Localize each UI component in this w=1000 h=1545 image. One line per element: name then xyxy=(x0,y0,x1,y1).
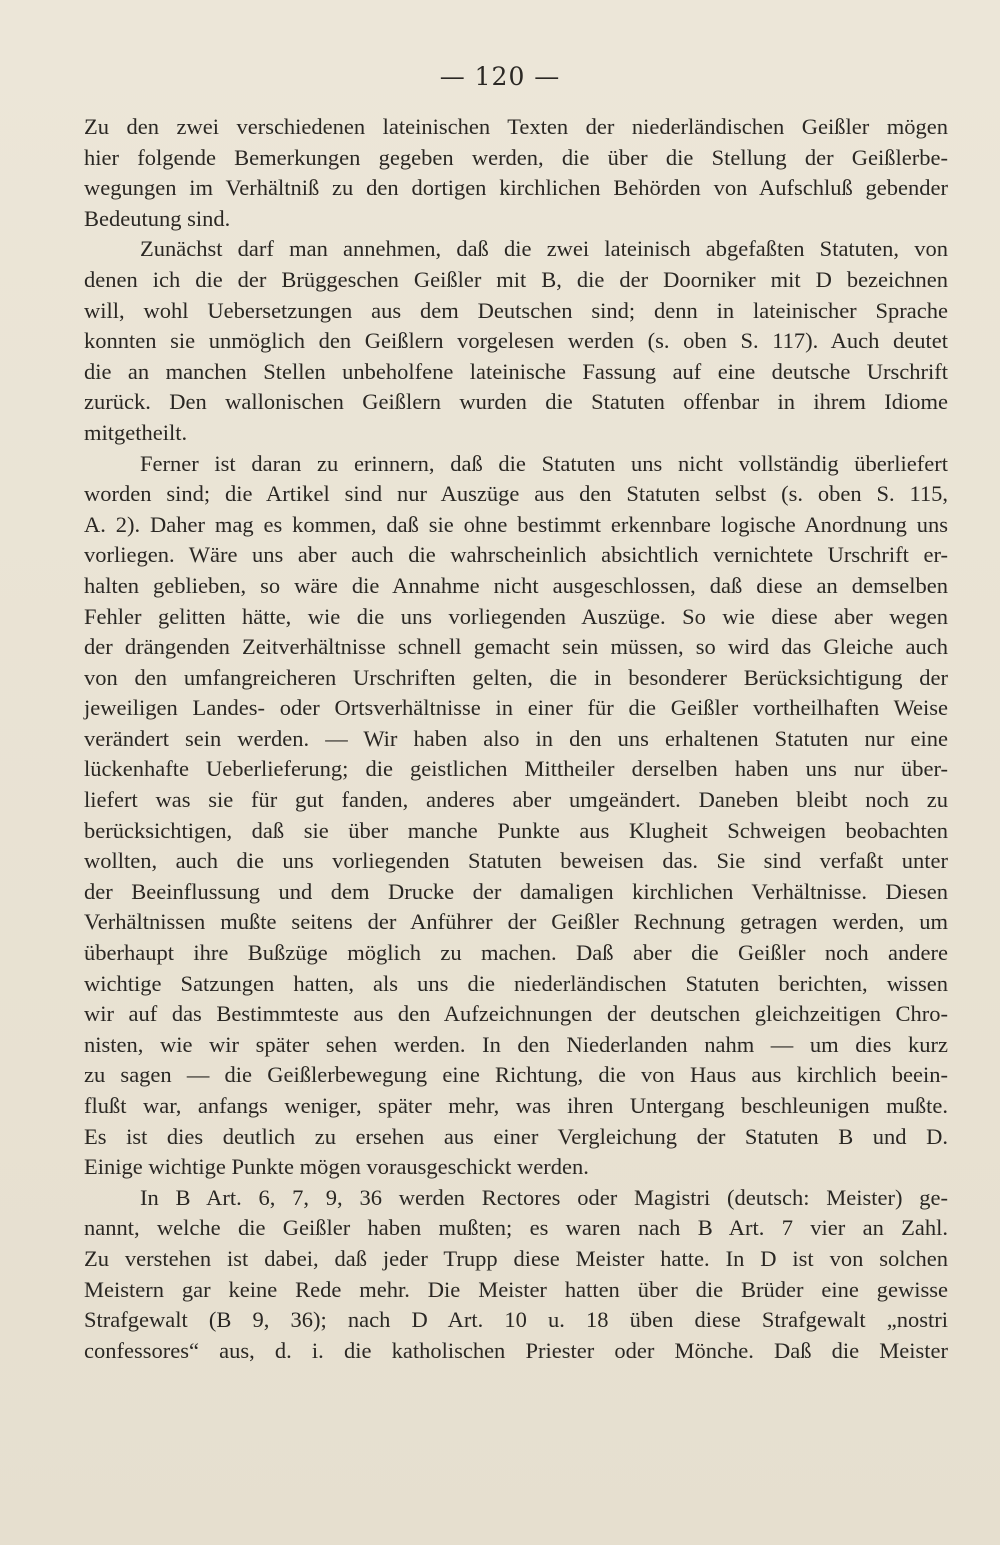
text-line: nisten, wie wir später sehen werden. In den Niederlanden nahm — um dies kurz xyxy=(84,1031,948,1057)
text-line: von den umfangreicheren Urschriften gelten, die in besonderer Berücksichtigung der xyxy=(84,664,948,690)
text-line: halten geblieben, so wäre die Annahme nicht ausgeschlossen, daß diese an demselben xyxy=(84,572,948,598)
page-number: — 120 — xyxy=(439,62,561,91)
text-line: Zu den zwei verschiedenen lateinischen Texten der niederländischen Geißler mögen xyxy=(84,114,948,139)
text-line: worden sind; die Artikel sind nur Auszüge aus den Statuten selbst (s. oben S. 115, xyxy=(84,481,948,507)
text-line: wollten, auch die uns vorliegenden Statuten beweisen das. Sie sind verfaßt unter xyxy=(84,848,948,874)
text-line: Es ist dies deutlich zu ersehen aus einer Vergleichung der Statuten B und D. xyxy=(84,1123,948,1149)
text-line: der Beeinflussung und dem Drucke der damaligen kirchlichen Verhältnisse. Diesen xyxy=(84,878,948,904)
text-line: Ferner ist daran zu erinnern, daß die Statuten uns nicht vollständig überliefert xyxy=(140,450,948,476)
paragraph-3 xyxy=(84,449,948,1183)
text-line: lückenhafte Ueberlieferung; die geistlichen Mittheiler derselben haben uns nur über- xyxy=(84,756,948,782)
text-line: wichtige Satzungen hatten, als uns die niederländischen Statuten berichten, wissen xyxy=(84,970,948,996)
text-line: Zu verstehen ist dabei, daß jeder Trupp diese Meister hatte. In D ist von solchen xyxy=(84,1245,948,1271)
text-line: A. 2). Daher mag es kommen, daß sie ohne bestimmt erkennbare logische Anordnung uns xyxy=(84,511,948,537)
text-line: zurück. Den wallonischen Geißlern wurden die Statuten offenbar in ihrem Idiome xyxy=(84,389,948,415)
text-line: Einige wichtige Punkte mögen vorausgeschickt werden. xyxy=(84,1154,589,1180)
paragraph-4 xyxy=(84,1183,948,1367)
text-line: der drängenden Zeitverhältnisse schnell gemacht sein müssen, so wird das Gleiche auch xyxy=(84,634,948,660)
text-line: will, wohl Uebersetzungen aus dem Deutschen sind; denn in lateinischer Sprache xyxy=(84,297,948,323)
text-line: Strafgewalt (B 9, 36); nach D Art. 10 u. 18 üben diese Strafgewalt „nostri xyxy=(84,1307,948,1333)
text-line: confessores“ aus, d. i. die katholischen Priester oder Mönche. Daß die Meister xyxy=(84,1337,948,1363)
text-line: denen ich die der Brüggeschen Geißler mit B, die der Doorniker mit D bezeichnen xyxy=(84,266,948,292)
text-line: zu sagen — die Geißlerbewegung eine Richtung, die von Haus aus kirchlich beein- xyxy=(84,1062,948,1088)
text-line: Meistern gar keine Rede mehr. Die Meister hatten über die Brüder eine gewisse xyxy=(84,1276,948,1302)
text-line: die an manchen Stellen unbeholfene lateinische Fassung auf eine deutsche Urschrift xyxy=(84,358,948,384)
text-line: liefert was sie für gut fanden, anderes aber umgeändert. Daneben bleibt noch zu xyxy=(84,787,948,813)
text-line: flußt war, anfangs weniger, später mehr, was ihren Untergang beschleunigen mußte. xyxy=(84,1093,948,1118)
text-line: vorliegen. Wäre uns aber auch die wahrscheinlich absichtlich vernichtete Urschrift er- xyxy=(84,542,948,568)
text-line: Zunächst darf man annehmen, daß die zwei lateinisch abgefaßten Statuten, von xyxy=(140,236,948,262)
text-line: berücksichtigen, daß sie über manche Punkte aus Klugheit Schweigen beobachten xyxy=(84,817,948,843)
text-line: nannt, welche die Geißler haben mußten; es waren nach B Art. 7 vier an Zahl. xyxy=(84,1215,948,1241)
text-line: hier folgende Bemerkungen gegeben werden, die über die Stellung der Geißlerbe- xyxy=(84,144,948,170)
text-line: überhaupt ihre Bußzüge möglich zu machen. Daß aber die Geißler noch andere xyxy=(84,940,948,966)
paragraph-1 xyxy=(84,112,948,234)
text-line: Bedeutung sind. xyxy=(84,205,231,231)
text-line: Verhältnissen mußte seitens der Anführer der Geißler Rechnung getragen werden, um xyxy=(84,909,948,935)
text-line: In B Art. 6, 7, 9, 36 werden Rectores oder Magistri (deutsch: Meister) ge- xyxy=(140,1184,948,1210)
text-line: jeweiligen Landes- oder Ortsverhältnisse in einer für die Geißler vortheilhaften Weise xyxy=(84,695,948,721)
text-line: verändert sein werden. — Wir haben also in den uns erhaltenen Statuten nur eine xyxy=(84,725,948,751)
paragraph-2 xyxy=(84,234,948,448)
text-line: mitgetheilt. xyxy=(84,419,188,445)
text-line: wir auf das Bestimmteste aus den Aufzeichnungen der deutschen gleichzeitigen Chro- xyxy=(84,1001,948,1027)
body-text xyxy=(84,112,948,1366)
text-line: konnten sie unmöglich den Geißlern vorgelesen werden (s. oben S. 117). Auch deutet xyxy=(84,328,948,354)
text-line: wegungen im Verhältniß zu den dortigen kirchlichen Behörden von Aufschluß gebender xyxy=(84,175,948,201)
text-line: Fehler gelitten hätte, wie die uns vorliegenden Auszüge. So wie diese aber wegen xyxy=(84,603,948,629)
